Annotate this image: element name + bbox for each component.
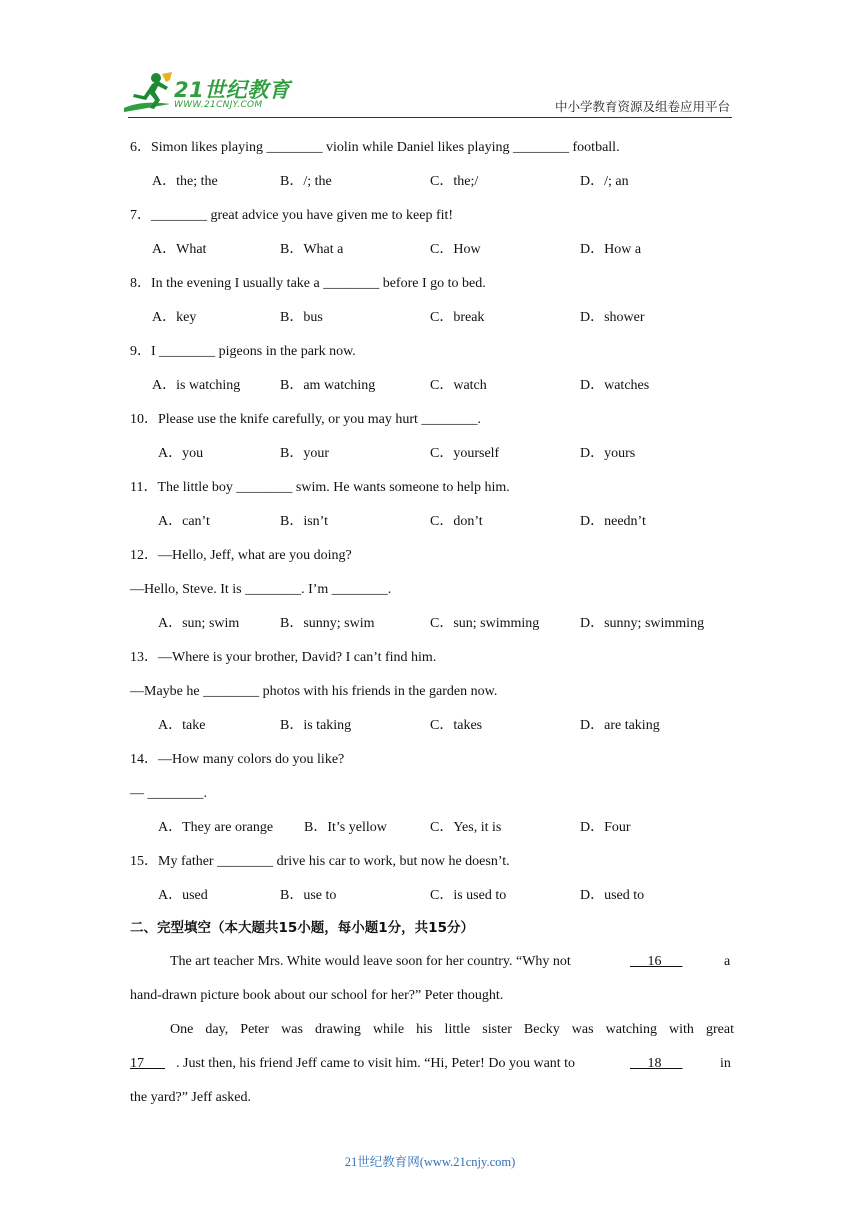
question-14: 14．—How many colors do you like? — [130, 752, 345, 767]
question-8: 8．In the evening I usually take a ________ before I go to bed. — [130, 276, 486, 291]
question-13: 13．—Where is your brother, David? I can’t find him. — [130, 650, 437, 665]
option[interactable]: B．sunny; swim — [280, 616, 375, 631]
option[interactable]: D．are taking — [580, 718, 660, 733]
option[interactable]: C．How — [430, 242, 481, 257]
option[interactable]: A．take — [158, 718, 206, 733]
option[interactable]: D．sunny; swimming — [580, 616, 705, 631]
option[interactable]: A．you — [158, 446, 204, 461]
option[interactable]: B．use to — [280, 888, 337, 903]
option[interactable]: D．Four — [580, 820, 631, 835]
option[interactable]: A．used — [158, 888, 208, 903]
option[interactable]: B．/; the — [280, 174, 332, 189]
option[interactable]: B．What a — [280, 242, 344, 257]
option[interactable]: C．watch — [430, 378, 487, 393]
logo — [122, 70, 292, 116]
option[interactable]: C．is used to — [430, 888, 507, 903]
passage-line: the yard?” Jeff asked. — [130, 1090, 252, 1105]
option[interactable]: B．am watching — [280, 378, 376, 393]
option[interactable]: B．your — [280, 446, 329, 461]
option[interactable]: C．Yes, it is — [430, 820, 502, 835]
question-6: 6．Simon likes playing ________ violin while Daniel likes playing ________ football. — [130, 140, 620, 155]
passage-line: One day, Peter was drawing while his little sister Becky was watching with great — [170, 1022, 734, 1037]
option[interactable]: D．How a — [580, 242, 642, 257]
logo-text: 21世纪教育 — [174, 78, 291, 102]
option[interactable]: D．watches — [580, 378, 650, 393]
question-11: 11．The little boy ________ swim. He wants someone to help him. — [130, 480, 510, 495]
footer-link[interactable]: 21世纪教育网(www.21cnjy.com) — [344, 1155, 516, 1169]
blank-17[interactable]: 17 — [130, 1056, 144, 1071]
option[interactable]: A．key — [152, 310, 197, 325]
option[interactable]: B．It’s yellow — [304, 820, 387, 835]
option[interactable]: D．used to — [580, 888, 645, 903]
option[interactable]: C．sun; swimming — [430, 616, 540, 631]
option[interactable]: A．sun; swim — [158, 616, 240, 631]
passage-line: hand-drawn picture book about our school for her?” Peter thought. — [130, 988, 504, 1003]
option[interactable]: A．What — [152, 242, 207, 257]
option[interactable]: B．bus — [280, 310, 323, 325]
question-14-reply: — ________. — [130, 786, 207, 801]
blank-18[interactable]: 18 — [647, 1056, 662, 1071]
option[interactable]: C．break — [430, 310, 485, 325]
question-12-reply: —Hello, Steve. It is ________. I’m ________. — [130, 582, 392, 597]
blank-16[interactable]: 16 — [647, 954, 662, 969]
page-header — [0, 0, 860, 124]
option[interactable]: A．the; the — [152, 174, 218, 189]
option[interactable]: D．/; an — [580, 174, 629, 189]
question-15: 15．My father ________ drive his car to work, but now he doesn’t. — [130, 854, 510, 869]
question-10: 10．Please use the knife carefully, or you may hurt ________. — [130, 412, 481, 427]
question-9: 9．I ________ pigeons in the park now. — [130, 344, 356, 359]
option[interactable]: D．needn’t — [580, 514, 646, 529]
option[interactable]: B．is taking — [280, 718, 352, 733]
section-title: 二、完型填空（本大题共15小题，每小题1分，共15分） — [130, 920, 474, 936]
option[interactable]: A．can’t — [158, 514, 210, 529]
header-divider — [128, 117, 732, 118]
logo-url: WWW.21CNJY.COM — [174, 100, 263, 110]
question-13-reply: —Maybe he ________ photos with his friends in the garden now. — [130, 684, 498, 699]
question-7: 7．________ great advice you have given me to keep fit! — [130, 208, 454, 223]
platform-title: 中小学教育资源及组卷应用平台 — [554, 99, 730, 114]
option[interactable]: C．don’t — [430, 514, 483, 529]
option[interactable]: D．yours — [580, 446, 636, 461]
option[interactable]: D．shower — [580, 310, 645, 325]
option[interactable]: C．the;/ — [430, 174, 479, 189]
option[interactable]: B．isn’t — [280, 514, 328, 529]
option[interactable]: A．They are orange — [158, 820, 274, 835]
question-12: 12．—Hello, Jeff, what are you doing? — [130, 548, 352, 563]
option[interactable]: C．yourself — [430, 446, 500, 461]
option[interactable]: C．takes — [430, 718, 483, 733]
option[interactable]: A．is watching — [152, 378, 241, 393]
runner-logo-icon — [122, 70, 176, 116]
